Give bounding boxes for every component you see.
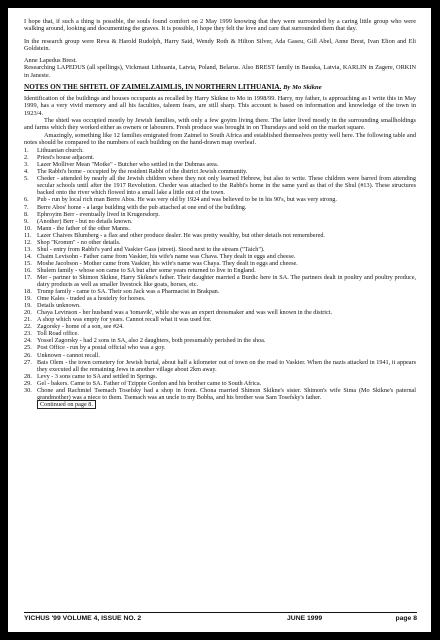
list-item [24, 373, 416, 380]
list-item-number: 23. [24, 330, 32, 338]
list-item-text: Chaya Levinson - her husband was a 'tomavik', while she was an expert dressmaker and was well known in the district. [37, 309, 333, 317]
list-item-text: Chone and Rachmiel Tsemach Tosefsky had a shop in front. Chona married Shimon Skikne's sister. Shimon's wife Sima (Mo Skikne's paternal grandmother) was a niece to them. Tsemach was an uncle to my Bobba, and his brother was Sam Tosefsky's father. [37, 386, 416, 401]
footer-page-number: page 8 [395, 615, 417, 622]
list-item-text: Pub - run by local rich man Berre Abos. He was very old by 1924 and was believed to be in his 90's, but was very strong. [37, 196, 337, 204]
body-paragraph-1: Identification of the buildings and houses occupants as recalled by Harry Skikne to Mo in 1998/99. Harry, my father, is approaching as I write this in May 1999, has a very vivid memory and all his faculties, taleem fears, are still sharp. This account is based on information and knowledge of the town in 1923/4. [24, 95, 416, 117]
list-item-text: Lazer Chaives Blumberg - a flax and other produce dealer. He was pretty wealthy, but other details not remembered. [37, 231, 325, 239]
article-byline: By Mo Skikne [283, 84, 322, 92]
intro-paragraph: I hope that, if such a thing is possible, the souls found comfort on 2 May 1999 knowing that they were surrounded by a caring little group who were walking around, looking and documenting the graves. It is possible, I hope they felt the love and care that surrounded them that day. [24, 18, 416, 33]
list-item-number: 28. [24, 372, 32, 380]
list-item-number: 25. [24, 344, 32, 352]
list-item-number: 14. [24, 252, 32, 260]
list-item-number: 4. [24, 168, 29, 176]
list-item-number: 21. [24, 316, 32, 324]
list-item [24, 387, 416, 401]
list-item [24, 154, 416, 161]
author-research-note: Researching LAPEDUS (all spellings), Vickmaui Lithuania, Latvia, Poland, Belarus. Also BREST family in Bauska, Latvia, KARLIN in Zagere, ORKIN in Janeste. [24, 64, 416, 79]
list-item-text: Mann - the father of the other Manns. [37, 224, 131, 232]
list-item-text: A shop which was empty for years. Cannot recall what it was used for. [37, 316, 212, 324]
list-item-number: 9. [24, 217, 29, 225]
list-item-number: 15. [24, 259, 32, 267]
list-item-text: Zagorsky - home of a son, see #24. [37, 323, 124, 331]
continued-note [24, 401, 416, 408]
list-item-text: Bais Olem - the town cemetery for Jewish burial, about half a kilometer out of town on the road to Vaskier. When the nazis attacked in 1941, it appears they executed all the remaining Jews in another village about 2km away. [37, 358, 416, 373]
list-item [24, 253, 416, 260]
list-item-text: Shul - entry from Rabbi's yard and Vaskier Gass (street). Stood next to the stream ("Taich"). [37, 245, 265, 253]
list-item-number: 10. [24, 224, 32, 232]
list-item-number: 5. [24, 175, 29, 183]
list-item-text: Levy - 3 sons came to SA and settled in Springs. [37, 372, 158, 380]
list-item-number: 13. [24, 245, 32, 253]
list-item [24, 211, 416, 218]
list-item [24, 196, 416, 203]
list-item [24, 161, 416, 168]
list-item-number: 3. [24, 161, 29, 169]
list-item-text: Ephroyim Berr - eventually lived in Krugersdorp. [37, 210, 160, 218]
list-item-number: 17. [24, 274, 32, 281]
list-item-number: 29. [24, 379, 32, 387]
list-item [24, 274, 416, 288]
list-item [24, 288, 416, 295]
list-item-text: Post Office - run by a postal official who was a goy. [37, 344, 166, 352]
research-group-paragraph: In the research group were Reva & Harold Rudolph, Harry Said, Wendy Roth & Hilton Silver, Ada Gaseu, Gill Abel, Anne Brest, Ivan Elion and Eli Goldstein. [24, 37, 416, 52]
list-item [24, 323, 416, 330]
list-item [24, 175, 416, 196]
document-page [8, 8, 431, 632]
body-paragraph-3: Amazingly, something like 12 families emigrated from Zaimel to South Africa and established themselves pretty well here. The following table and notes should be compared to the numbers of each building on the hand-drawn map overleaf. [24, 131, 416, 146]
list-item-number: 16. [24, 266, 32, 274]
list-item-text: Unknown - cannot recall. [37, 351, 100, 359]
list-item-number: 6. [24, 196, 29, 204]
list-item-text: Shop "Kromm" - no other details. [37, 238, 121, 246]
list-item-text: Lithuanian church. [37, 147, 84, 155]
footer-date: JUNE 1999 [287, 615, 323, 622]
list-item-number: 1. [24, 147, 29, 155]
list-item-text: (Another) Berr - but no details known. [37, 217, 133, 225]
list-item [24, 302, 416, 309]
list-item-number: 22. [24, 323, 32, 331]
list-item-text: Ome Kales - traded as a hostelry for horses. [37, 295, 146, 303]
list-item-text: Yossel Zagorsky - had 2 sons in SA, also 2 daughters, both presumably perished in the shoa. [37, 337, 266, 345]
list-item-number: 12. [24, 238, 32, 246]
list-item [24, 147, 416, 154]
list-item [24, 380, 416, 387]
list-item [24, 337, 416, 344]
list-item [24, 352, 416, 359]
list-item [24, 246, 416, 253]
list-item [24, 204, 416, 211]
page-content [24, 18, 416, 408]
list-item-number: 24. [24, 337, 32, 345]
list-item-number: 19. [24, 295, 32, 303]
list-item-text: Lazer Molliver Mean "Motke" - Butcher who settled in the Dubmas area. [37, 161, 219, 169]
body-paragraph-2: The shtetl was occupied mostly by Jewish families, with only a few goyim living there. The latter lived mostly in the surrounding smallholdings and farms which they worked either as owners or labourers. Fresh produce was brought in on Thursdays and sold on the market square. [24, 116, 416, 132]
author-name: Anne Lapedus Brest. [24, 57, 77, 65]
list-item-number: 7. [24, 203, 29, 211]
article-heading [24, 83, 416, 92]
footer-journal: YICHUS '99 VOLUME 4, ISSUE NO. 2 [24, 615, 142, 622]
list-item-number: 11. [24, 231, 32, 239]
list-item [24, 232, 416, 239]
list-item-text: Moshe Jacobson - Mother came from Vaskier, his wife's name was Chaya. They dealt in eggs and cheese. [37, 259, 298, 267]
list-item-text: The Rabbi's home - occupied by the resident Rabbi of the district Jewish community. [37, 168, 248, 176]
list-item-number: 27. [24, 358, 32, 366]
building-list [24, 147, 416, 401]
list-item-text: Cheder - attended by nearly all the Jewish children where they not only learned Hebrew, but also to write. These children were barred from attending secular schools until after the 1917 Revolution. Cheder was attached to the Rabbi's home in the same yard as that of the Shul (#13). These structures backed onto the river which flowed into a small lake a little out of the town. [37, 175, 416, 197]
list-item-number: 30. [24, 386, 32, 394]
list-item-number: 8. [24, 210, 29, 218]
list-item-number: 18. [24, 288, 32, 296]
list-item [24, 295, 416, 302]
list-item-text: Shulem family - whose son came to SA but after some years returned to live in England. [37, 266, 256, 274]
continued-note-text: Continued on page 8. [37, 400, 96, 409]
list-item [24, 267, 416, 274]
list-item-number: 20. [24, 309, 32, 317]
list-item-text: Toll Road office. [37, 330, 79, 338]
list-item-number: 19. [24, 302, 32, 310]
list-item-text: Trump family - came to SA. Their son Jack was a Pharmacist in Brakpan. [37, 288, 220, 296]
list-item [24, 260, 416, 267]
list-item [24, 316, 416, 323]
list-item-text: Priest's house adjacent. [37, 154, 95, 162]
list-item-number: 26. [24, 351, 32, 359]
list-item-text: Berre Abos' home - a large building with the pub attached at one end of the building. [37, 203, 247, 211]
page-footer [24, 612, 417, 622]
list-item [24, 309, 416, 316]
list-item [24, 225, 416, 232]
list-item [24, 218, 416, 225]
list-item-text: Details unknown. [37, 302, 81, 310]
list-item-text: Mer - partner to Shimon Skikne, Harry Skikne's father. Their daughter married a Burdic here in SA. The partners dealt in poultry and poultry produce, dairy products as well as smaller livestock like goats, horses, etc. [37, 274, 416, 289]
list-item-text: Chaim Levisohn - Father came from Vaskier, his wife's name was Chava. They dealt in eggs and cheese. [37, 252, 296, 260]
list-item [24, 344, 416, 351]
list-item [24, 168, 416, 175]
list-item [24, 359, 416, 373]
list-item-text: Gel - bakers. Came to SA. Father of Tzippie Gordon and his brother came to South Africa. [37, 379, 262, 387]
article-title: NOTES ON THE SHTETL OF ZAIMELZAIMLIS, IN NORTHERN LITHUANIA. [24, 83, 282, 92]
list-item [24, 239, 416, 246]
list-item-number: 2. [24, 154, 29, 162]
list-item [24, 330, 416, 337]
